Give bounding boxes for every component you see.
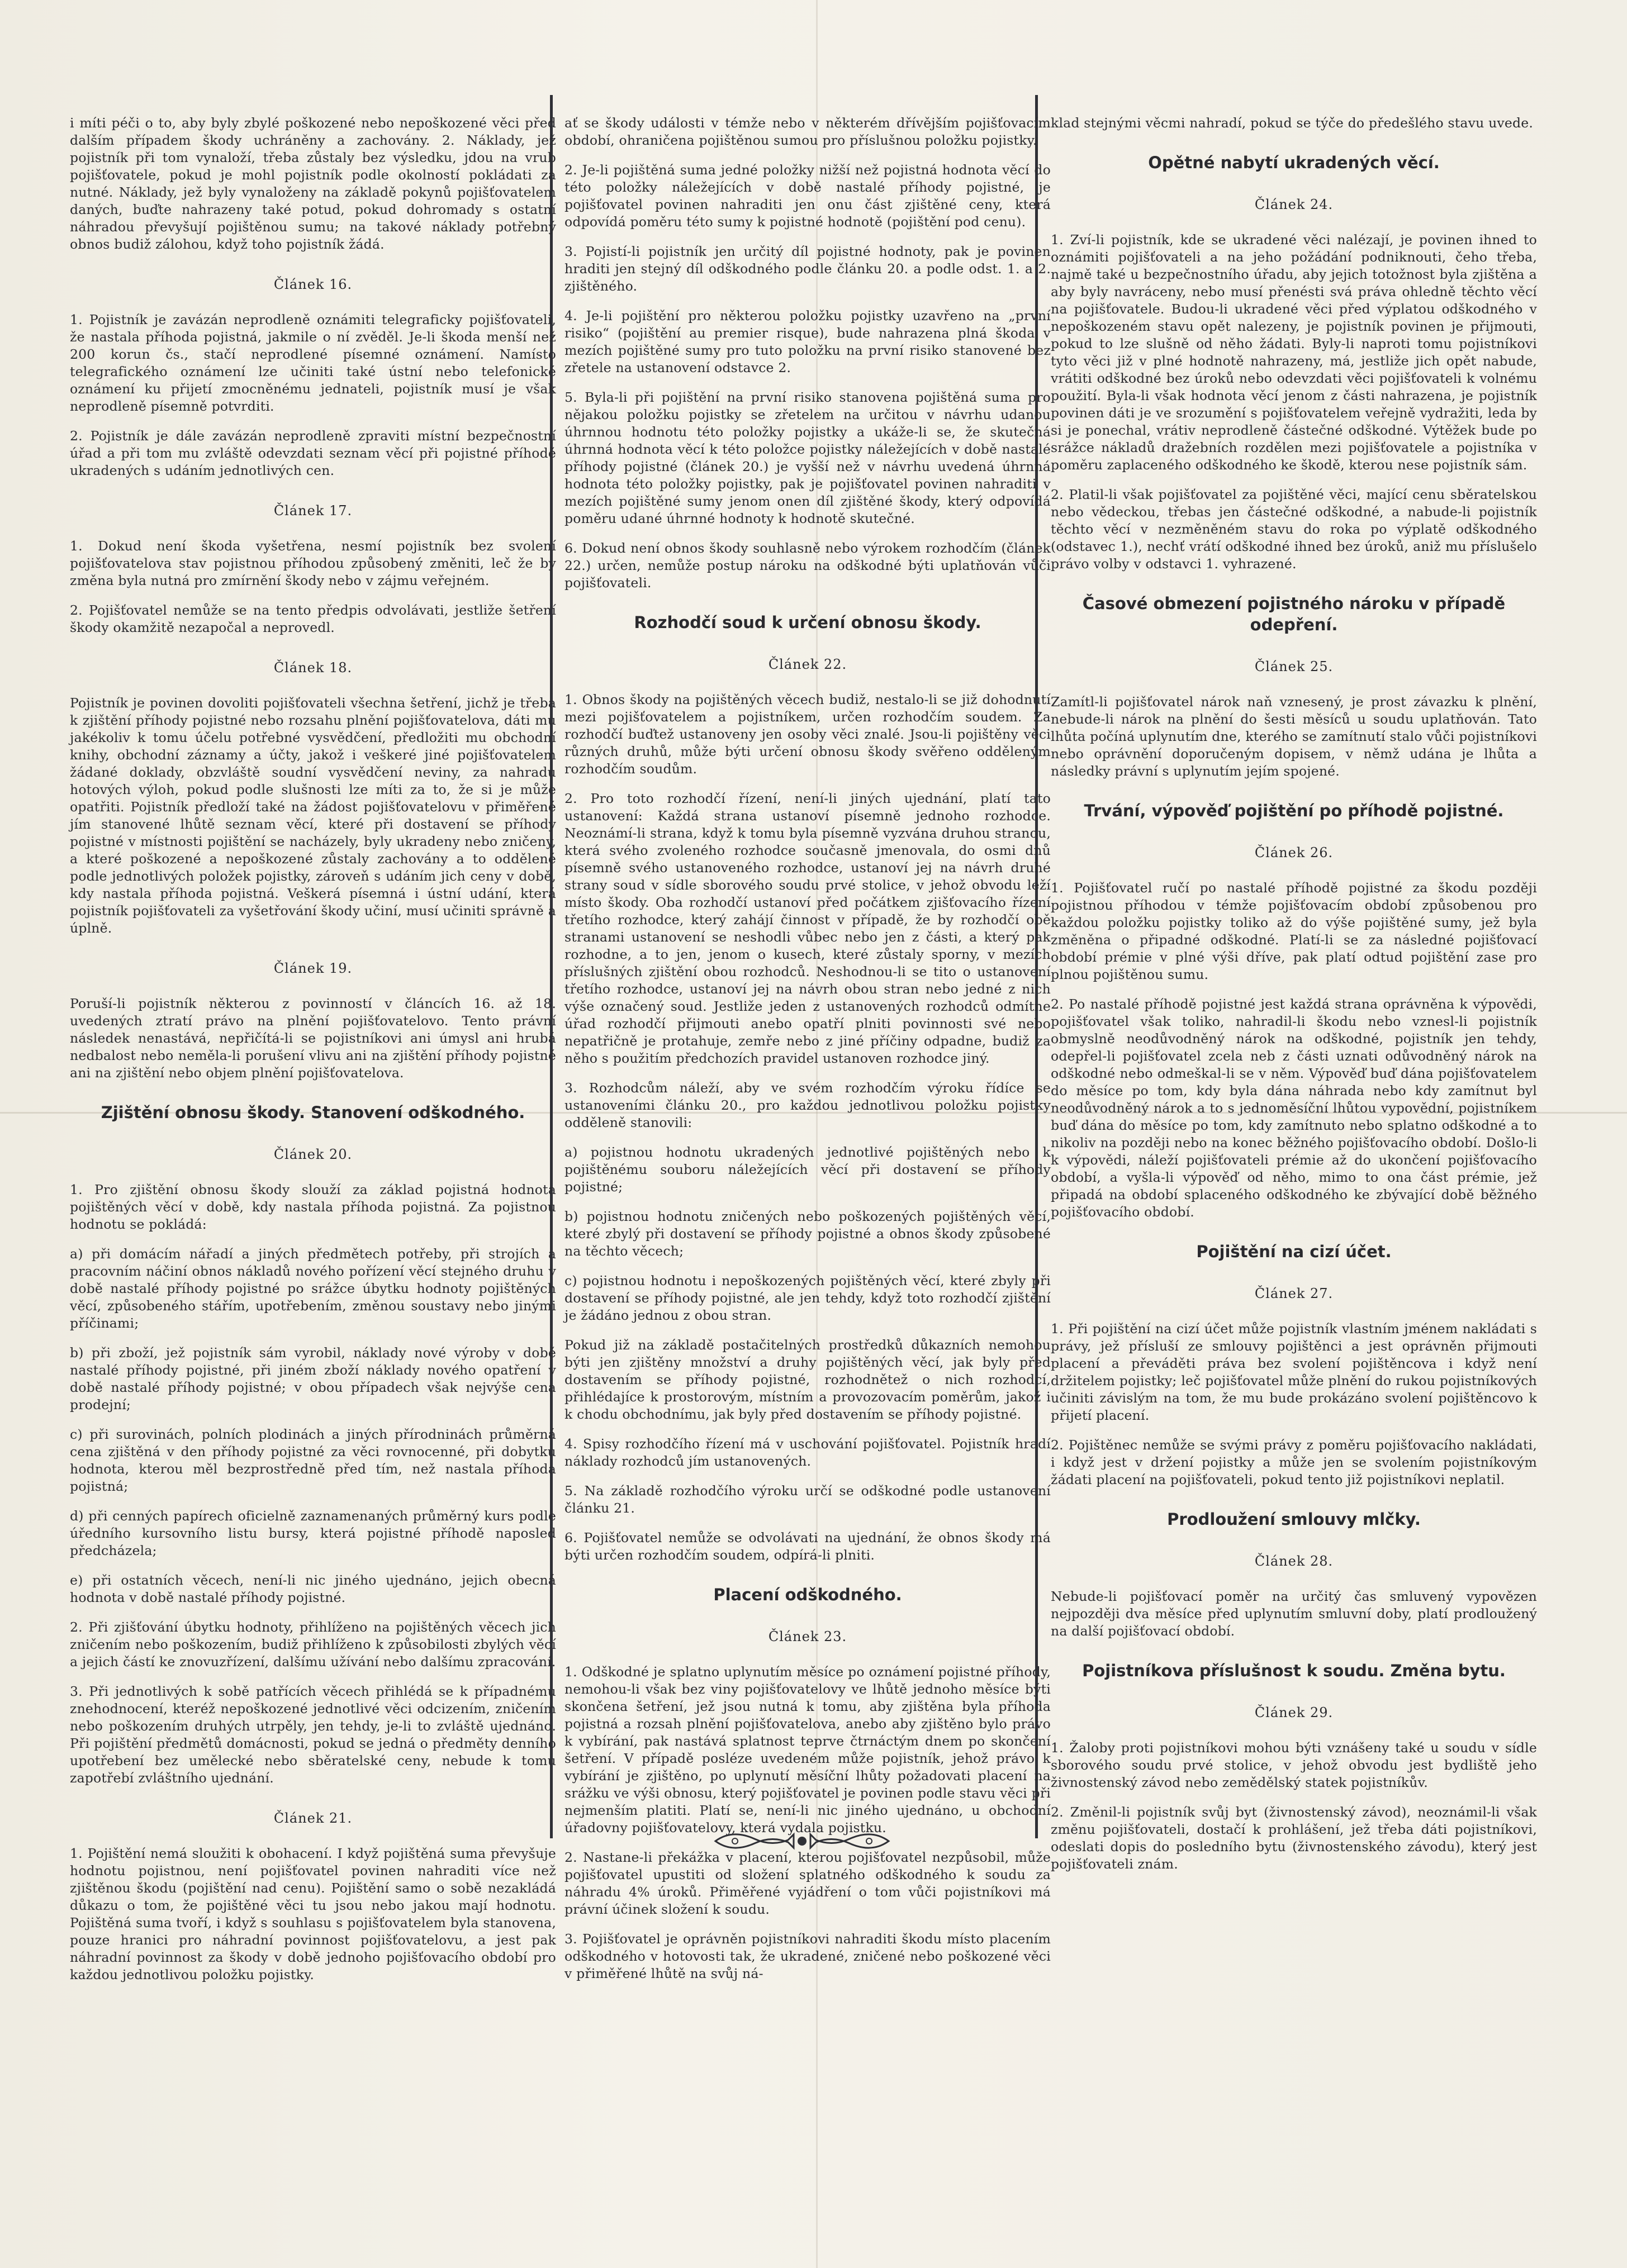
paragraph: 3. Pojistí-li pojistník jen určitý díl pojistné hodnoty, pak je povinen hraditi jen stejný díl odškodného podle článku 20. a podle odst. 1. a 2. zjištěného. xyxy=(565,244,1051,294)
paragraph: ať se škody události v témže nebo v některém dřívějším pojišťovacím období, ohraničena pojištěnou sumou pro příslušnou položku pojistky. xyxy=(565,115,1051,148)
paragraph: 2. Po nastalé příhodě pojistné jest každá strana oprávněna k výpovědi, pojišťovatel však toliko, nahradil-li škodu nebo vznesl-li pojistník obmyslně neodůvodněný nárok na odškodné, pojistník jen tehdy, odepřel-li pojišťovatel zcela neb z části uznati odůvodněný nárok na odškodné nebo odmeškal-li se v něm. Výpověď buď dána pojišťovatelem do měsíce po tom, kdy byla dána náhrada nebo kdy zamítnut byl neodůvodněný nárok a to s jednoměsíční lhůtou vypovědní, pojistníkem buď dána do měsíce po tom, kdy zamítnuto nebo splatno odškodné a to nikoliv na později nebo na konec běžného pojišťovacího období. Došlo-li k výpovědi, náleží pojišťovateli prémie až do ukončení pojišťovacího období, a vyšla-li výpověď od něho, mimo to ona část prémie, jež připadá na období splaceného odškodného ke zbývající době běžného pojišťovacího období. xyxy=(1051,996,1537,1220)
article-heading: Článek 24. xyxy=(1254,197,1334,212)
paragraph: 6. Dokud není obnos škody souhlasně nebo výrokem rozhodčím (článek 22.) určen, nemůže postup nároku na odškodné býti uplatňován vůči pojišťovateli. xyxy=(565,540,1051,591)
column-left xyxy=(70,115,556,1996)
paragraph: 1. Při pojištění na cizí účet může pojistník vlastním jménem nakládati s právy, jež přísluší ze smlouvy pojištěnci a jest oprávněn přijmouti placení a převáděti práva bez svolení pojištěncova i když není držitelem pojistky; leč pojišťovatel může plnění do rukou pojistníkových učiniti závislým na tom, že mu bude prokázáno svolení pojištěncovo k přijetí placení. xyxy=(1051,1321,1537,1423)
section-heading: Placení odškodného. xyxy=(713,1585,902,1604)
paragraph: 1. Dokud není škoda vyšetřena, nesmí pojistník bez svolení pojišťovatelova stav pojistnou příhodou způsobený změniti, leč že by změna byla nutná pro zmírnění škody nebo v zájmu veřejném. xyxy=(70,538,556,588)
column-right xyxy=(1051,115,1537,1885)
paragraph: 3. Pojišťovatel je oprávněn pojistníkovi nahraditi škodu místo placením odškodného v hotovosti tak, že ukradené, zničené nebo poškozené věci v přiměřené lhůtě na svůj ná- xyxy=(565,1931,1051,1981)
paragraph: Poruší-li pojistník některou z povinností v článcích 16. až 18. uvedených ztratí právo na plnění pojišťovatelovo. Tento právní následek nenastává, nepřičítá-li se pojistníkovi ani úmysl ani hrubá nedbalost nebo neměla-li porušení vlivu ani na zjištění příhody pojistné ani na zjištění nebo objem plnění pojišťovatelova. xyxy=(70,996,556,1081)
section-heading: Časové obmezení pojistného nároku v případě odepření. xyxy=(1082,594,1506,634)
paragraph: 1. Zví-li pojistník, kde se ukradené věci nalézají, je povinen ihned to oznámiti pojišťovateli a na jeho požádání podniknouti, čeho třeba, najmě také u bezpečnostního úřadu, aby jejich totožnost byla zjištěna a aby byly navráceny, nebo musí přenésti svá práva ohledně těchto věcí na pojišťovatele. Budou-li ukradené věci před výplatou odškodného v nepoškozeném stavu opět nalezeny, je pojistník povinen je přijmouti, pokud to lze slušně od něho žádati. Byly-li naproti tomu pojistníkovi tyto věci již v plné hodnotě nahrazeny, má, jestliže jich opět nabude, vrátiti odškodné bez úroků nebo odevzdati věci pojišťovateli k volnému použití. Byla-li však hodnota věcí jenom z části nahrazena, je pojistník povinen dáti je ve srozumění s pojišťovatelem veřejně vydražiti, leda by si je ponechal, vrátiv neprodleně částečné odškodné. Výtěžek bude po srážce nákladů dražebních rozdělen mezi pojišťovatele a pojistníka v poměru zaplaceného odškodného ke škodě, kterou nese pojistník sám. xyxy=(1051,232,1537,473)
section-heading: Rozhodčí soud k určení obnosu škody. xyxy=(634,613,981,632)
article-heading: Článek 28. xyxy=(1254,1553,1334,1569)
paragraph: 2. Pro toto rozhodčí řízení, není-li jiných ujednání, platí tato ustanovení: Každá strana ustanoví písemně jednoho rozhodce. Neoznámí-li strana, když k tomu byla písemně vyzvána druhou stranou, která svého zvoleného rozhodce současně jmenovala, do osmi dnů písemně svého ustanoveného rozhodce, ustanoví jej na návrh druhé strany soud v sídle sborového soudu prvé stolice, v jehož obvodu leží místo škody. Oba rozhodčí ustanoví před počátkem zjišťovacího řízení třetího rozhodce, který zahájí činnost v případě, že by rozhodčí obě stranami ustanovení se neshodli vůbec nebo jen z části, a který pak rozhodne, a to jen, jenom o kusech, které zůstaly sporny, v mezích příslušných zjištění obou rozhodců. Neshodnou-li se tito o ustanovení třetího rozhodce, ustanoví jej na návrh obou stran nebo jedné z nich výše označený soud. Jestliže jeden z ustanovených rozhodců odmítne úřad rozhodčí přijmouti anebo opatří plniti povinnosti své nebo nepatřičně je protahuje, zemře nebo z jiné příčiny odpadne, budiž za něho s použitím předchozích pravidel ustanoven rozhodce jiný. xyxy=(565,791,1051,1066)
paragraph: 2. Platil-li však pojišťovatel za pojištěné věci, mající cenu sběratelskou nebo vědeckou, třebas jen částečné odškodné, a nabude-li pojistník těchto věcí v nezměněném stavu do roka po výplatě odškodného (odstavec 1.), nechť vrátí odškodné ihned bez úroků, aniž mu příslušelo právo volby v odstavci 1. vyhrazené. xyxy=(1051,487,1537,572)
paragraph: 1. Žaloby proti pojistníkovi mohou býti vznášeny také u soudu v sídle sborového soudu prvé stolice, v jehož obvodu jest bydliště jeho živnostenský závod nebo zemědělský statek pojistníkův. xyxy=(1051,1740,1537,1790)
paragraph: Pojistník je povinen dovoliti pojišťovateli všechna šetření, jichž je třeba k zjištění příhody pojistné nebo rozsahu plnění pojišťovatelova, dáti mu jakékoliv k tomu účelu potřebné vysvědčení, předložiti mu obchodní knihy, obchodní záznamy a účty, jakož i veškeré jiné pojišťovatelem žádané doklady, obzvláště soudní vysvědčení neviny, za nahradu hotových výloh, pokud podle slušnosti lze míti za to, že si je může opatřiti. Pojistník předloží také na žádost pojišťovatelovu v přiměřené jím stanovené lhůtě seznam věcí, které při dostavení se příhody pojistné v místnosti pojištění se nacházely, byly ukradeny nebo zničeny, a které poškozené a nepoškozené zůstaly zachovány a to oddělené podle jednotlivých položek pojistky, zároveň s udáním jich ceny v době, kdy nastala příhoda pojistná. Veškerá písemná i ústní udání, která pojistník pojišťovateli za vyšetřování škody učiní, musí učiniti správně a úplně. xyxy=(70,695,556,936)
section-heading: Pojištění na cizí účet. xyxy=(1196,1242,1392,1261)
article-heading: Článek 22. xyxy=(768,657,847,672)
article-heading: Článek 23. xyxy=(768,1629,847,1644)
paragraph: 1. Pojistník je zavázán neprodleně oznámiti telegraficky pojišťovateli, že nastala příhoda pojistná, jakmile o ní zvěděl. Je-li škoda menší než 200 korun čs., stačí neprodlené písemné oznámení. Namísto telegrafického oznámení lze učiniti také ústní nebo telefonické oznámení ku přijetí zmocněnému jednateli, pojistník musí je však neprodleně písemně potvrditi. xyxy=(70,312,556,414)
decorative-scroll-ornament-icon xyxy=(710,1824,894,1858)
list-item: b) pojistnou hodnotu zničených nebo poškozených pojištěných věcí, které zbylý při dostavení se příhody pojistné a obnos škody způsobené na těchto věcech; xyxy=(565,1209,1051,1259)
list-item: c) pojistnou hodnotu i nepoškozených pojištěných věcí, které zbyly při dostavení se příhody pojistné, ale jen tehdy, když toto rozhodčí zjištění je žádáno jednou z obou stran. xyxy=(565,1273,1051,1323)
paragraph: 1. Odškodné je splatno uplynutím měsíce po oznámení pojistné příhody, nemohou-li však bez viny pojišťovatelovy ve lhůtě jednoho měsíce býti skončena šetření, jež jsou nutná k tomu, aby zjištěna byla příhoda pojistná a rozsah plnění pojišťovatelova, anebo aby zjištěno bylo právo k vybírání, pak nastává splatnost teprve čtrnáctým dnem po skončení šetření. V případě posléze uvedeném může pojistník, jehož právo k vybírání je zjištěno, po uplynutí měsíční lhůty požadovati placení na srážku ve výši obnosu, který pojišťovatel je povinen podle stavu věci při nejmenším platiti. Platí se, není-li nic jiného ujednáno, u obchodní úřadovny pojišťovatelovy, která vydala pojistku. xyxy=(565,1664,1051,1836)
paragraph: Zamítl-li pojišťovatel nárok naň vznesený, je prost závazku k plnění, nebude-li nárok na plnění do šesti měsíců u soudu uplatňován. Tato lhůta počíná uplynutím dne, kterého se zamítnutí stalo vůči pojistníkovi nebo oprávnění doporučeným dopisem, v němž udána je lhůta a následky právní s uplynutím jejím spojené. xyxy=(1051,694,1537,779)
section-heading: Trvání, výpověď pojištění po příhodě pojistné. xyxy=(1084,801,1504,820)
paragraph: 2. Při zjišťování úbytku hodnoty, přihlíženo na pojištěných věcech jich zničením nebo poškozením, budiž přihlíženo k způsobilosti zbylých věcí a jejich částí ke znovuzřízení, dalšímu užívání nebo dalšímu zpracování. xyxy=(70,1619,556,1670)
paragraph: 1. Obnos škody na pojištěných věcech budiž, nestalo-li se již dohodnutí mezi pojišťovatelem a pojistníkem, určen rozhodčím soudem. Za rozhodčí buďtež ustanoveny jen osoby věci znalé. Jsou-li pojištěny věci různých druhů, může býti určení obnosu škody svěřeno odděleným rozhodčím soudům. xyxy=(565,692,1051,777)
paragraph: i míti péči o to, aby byly zbylé poškozené nebo nepoškozené věci před dalším případem škody uchráněny a zachovány. 2. Náklady, jež pojistník při tom vynaloží, třeba zůstaly bez výsledku, jdou na vrub pojišťovatele, pokud je mohl pojistník podle okolností pokládati za nutné. Náklady, jež byly vynaloženy na základě pokynů pojišťovatelem daných, buďte nahrazeny také potud, pokud dohromady s ostatní náhradou převyšují pojištěnou sumu; na takové náklady potřebný obnos budiž zálohou, když toho pojistník žádá. xyxy=(70,115,556,252)
paragraph: 5. Byla-li při pojištění na první risiko stanovena pojištěná suma pro nějakou položku pojistky se zřetelem na určitou v návrhu udanou úhrnnou hodnotu této položky pojistky a ukáže-li se, že skutečná úhrnná hodnota věcí k této položce pojistky náležejících v době nastalé příhody pojistné (článek 20.) je vyšší než v návrhu uvedená úhrnná hodnota této položky pojistky, pak je pojišťovatel povinen nahraditi v mezích pojištěné sumy jenom onen díl zjištěné škody, který odpovídá poměru udané úhrnné hodnoty k hodnotě skutečné. xyxy=(565,389,1051,526)
article-heading: Článek 25. xyxy=(1254,659,1334,674)
paragraph: 3. Při jednotlivých k sobě patřících věcech přihlédá se k případnému znehodnocení, kteréž nepoškozené jednotlivé věci odcizením, zničením nebo poškozením druhých utrpěly, jen tehdy, je-li to zvláště ujednáno. Při pojištění předmětů domácnosti, pokud se jedná o předměty denního upotřebení bez umělecké nebo sběratelské ceny, nebude k tomu zapotřebí zvláštního ujednání. xyxy=(70,1684,556,1786)
article-heading: Článek 27. xyxy=(1254,1286,1334,1301)
paragraph: 4. Spisy rozhodčího řízení má v uschování pojišťovatel. Pojistník hradí náklady rozhodců jím ustanovených. xyxy=(565,1436,1051,1469)
paragraph: 2. Je-li pojištěná suma jedné položky nižší než pojistná hodnota věcí do této položky náležejících v době nastalé příhody pojistné, je pojišťovatel povinen nahraditi jen onu část zjištěné ceny, která odpovídá poměru této sumy k pojistné hodnotě (pojištění pod cenu). xyxy=(565,162,1051,230)
paragraph: 1. Pojištění nemá sloužiti k obohacení. I když pojištěná suma převyšuje hodnotu pojistnou, není pojišťovatel povinen nahraditi více než zjištěnou škodu (pojištění nad cenu). Pojištění samo o sobě nezakládá důkazu o tom, že pojištěné věci tu jsou nebo jakou mají hodnotu. Pojištěná suma tvoří, i když s souhlasu s pojišťovatelem byla stanovena, pouze hranici pro náhradní povinnost pojišťovatelovu, a jest pak náhradní povinnost za škody v době jednoho pojišťovacího období pro každou jednotlivou položku pojistky. xyxy=(70,1846,556,1982)
article-heading: Článek 19. xyxy=(273,961,353,976)
paragraph: 5. Na základě rozhodčího výroku určí se odškodné podle ustanovení článku 21. xyxy=(565,1483,1051,1516)
article-heading: Článek 26. xyxy=(1254,845,1334,860)
article-heading: Článek 21. xyxy=(273,1810,353,1826)
section-heading: Prodloužení smlouvy mlčky. xyxy=(1167,1510,1421,1529)
paragraph: 2. Pojištěnec nemůže se svými právy z poměru pojišťovacího nakládati, i když jest v držení pojistky a může jen se svolením pojistníkovým žádati placení na pojišťovateli, pokud tento již pojistníkovi neplatil. xyxy=(1051,1437,1537,1487)
section-heading: Pojistníkova příslušnost k soudu. Změna bytu. xyxy=(1082,1661,1506,1680)
list-item: c) při surovinách, polních plodinách a jiných přírodninách průměrná cena zjištěná v den příhody pojistné za věci rovnocenné, při dobytku hodnota, kterou měl bezprostředně před tím, než nastala příhoda pojistná; xyxy=(70,1427,556,1494)
paragraph: Nebude-li pojišťovací poměr na určitý čas smluvený vypovězen nejpozději dva měsíce před uplynutím smluvní doby, platí prodloužený na další pojišťovací období. xyxy=(1051,1589,1537,1639)
article-heading: Článek 18. xyxy=(273,660,353,676)
list-item: d) při cenných papírech oficielně zaznamenaných průměrný kurs podle úředního kursovního listu bursy, která pojistné příhodě naposled předcházela; xyxy=(70,1508,556,1558)
list-item: b) při zboží, jež pojistník sám vyrobil, náklady nové výroby v době nastalé příhody pojistné, při jiném zboží náklady nového opatření v době nastalé příhody pojistné; v obou případech však nejvýše cena prodejní; xyxy=(70,1345,556,1413)
article-heading: Článek 29. xyxy=(1254,1705,1334,1720)
paragraph: 2. Pojistník je dále zavázán neprodleně zpraviti místní bezpečnostní úřad a při tom mu zvláště odevzdati seznam věcí při pojistné příhodě ukradených s udáním jednotlivých cen. xyxy=(70,428,556,478)
article-heading: Článek 17. xyxy=(273,503,353,519)
paragraph: 1. Pro zjištění obnosu škody slouží za základ pojistná hodnota pojištěných věcí v době, kdy nastala příhoda pojistná. Za pojistnou hodnotu se pokládá: xyxy=(70,1182,556,1232)
section-heading: Zjištění obnosu škody. Stanovení odškodného. xyxy=(101,1103,525,1122)
paragraph: klad stejnými věcmi nahradí, pokud se týče do předešlého stavu uvede. xyxy=(1051,115,1534,131)
list-item: e) při ostatních věcech, není-li nic jiného ujednáno, jejich obecná hodnota v době nastalé příhody pojistné. xyxy=(70,1572,556,1605)
article-heading: Článek 16. xyxy=(273,277,353,292)
paragraph: 2. Pojišťovatel nemůže se na tento předpis odvolávati, jestliže šetření škody okamžitě nezapočal a neprovedl. xyxy=(70,602,556,635)
paragraph: 6. Pojišťovatel nemůže se odvolávati na ujednání, že obnos škody má býti určen rozhodčím soudem, odpírá-li plniti. xyxy=(565,1530,1051,1563)
list-item: a) pojistnou hodnotu ukradených jednotlivé pojištěných nebo k pojištěnému souboru náležejících věcí při dostavení se příhody pojistné; xyxy=(565,1144,1051,1195)
paragraph: 4. Je-li pojištění pro některou položku pojistky uzavřeno na „první risiko“ (pojištění au premier risque), bude nahrazena plná škoda v mezích pojištěné sumy pro tuto položku na první risiko stanovené bez zřetele na ustanovení odstavce 2. xyxy=(565,308,1051,375)
paragraph: 2. Nastane-li překážka v placení, kterou pojišťovatel nezpůsobil, může pojišťovatel upustiti od složení splatného odškodného k soudu za náhradu 4% úroků. Přiměřené vyjádření o tom vůči pojistníkovi má právní účinek složení k soudu. xyxy=(565,1849,1051,1917)
paragraph: 2. Změnil-li pojistník svůj byt (živnostenský závod), neoznámil-li však změnu pojišťovateli, dostačí k prohlášení, jež třeba dáti pojistníkovi, odeslati dopis do posledního bytu (živnostenského závodu), který jest pojišťovateli znám. xyxy=(1051,1804,1537,1872)
paragraph: 3. Rozhodcům náleží, aby ve svém rozhodčím výroku řídíce se ustanoveními článku 20., pro každou jednotlivou položku pojistky odděleně stanovili: xyxy=(565,1080,1051,1130)
section-heading: Opětné nabytí ukradených věcí. xyxy=(1148,153,1440,172)
column-middle xyxy=(565,115,1051,1995)
article-heading: Článek 20. xyxy=(273,1147,353,1162)
paragraph: 1. Pojišťovatel ručí po nastalé příhodě pojistné za škodu později pojistnou příhodou v témže pojišťovacím období způsobenou pro každou položku pojistky toliko až do výše pojištěné sumy, jež byla změněna o připadné odškodné. Platí-li se za následné pojišťovací období prémie v plné výši dříve, pak platí odtud pojištění zase pro plnou pojištěnou sumu. xyxy=(1051,880,1537,982)
paragraph: Pokud již na základě postačitelných prostředků důkazních nemohou býti jen zjištěny množství a druhy pojištěných věcí, jak byly před dostavením se příhody pojistné, rozhodnětež o nich rozhodcí, přihlédajíce k prostorovým, místním a provozovacím poměrům, jakož i k chodu obchodnímu, jak byly před dostavením se příhody pojistné. xyxy=(565,1337,1051,1422)
list-item: a) při domácím nářadí a jiných předmětech potřeby, při strojích a pracovním náčiní obnos nákladů nového pořízení věcí stejného druhu v době nastalé příhody pojistné po srážce úbytku hodnoty pojištěných věcí, způsobeného stářím, upotřebením, změnou soustavy nebo jinými příčinami; xyxy=(70,1246,556,1331)
